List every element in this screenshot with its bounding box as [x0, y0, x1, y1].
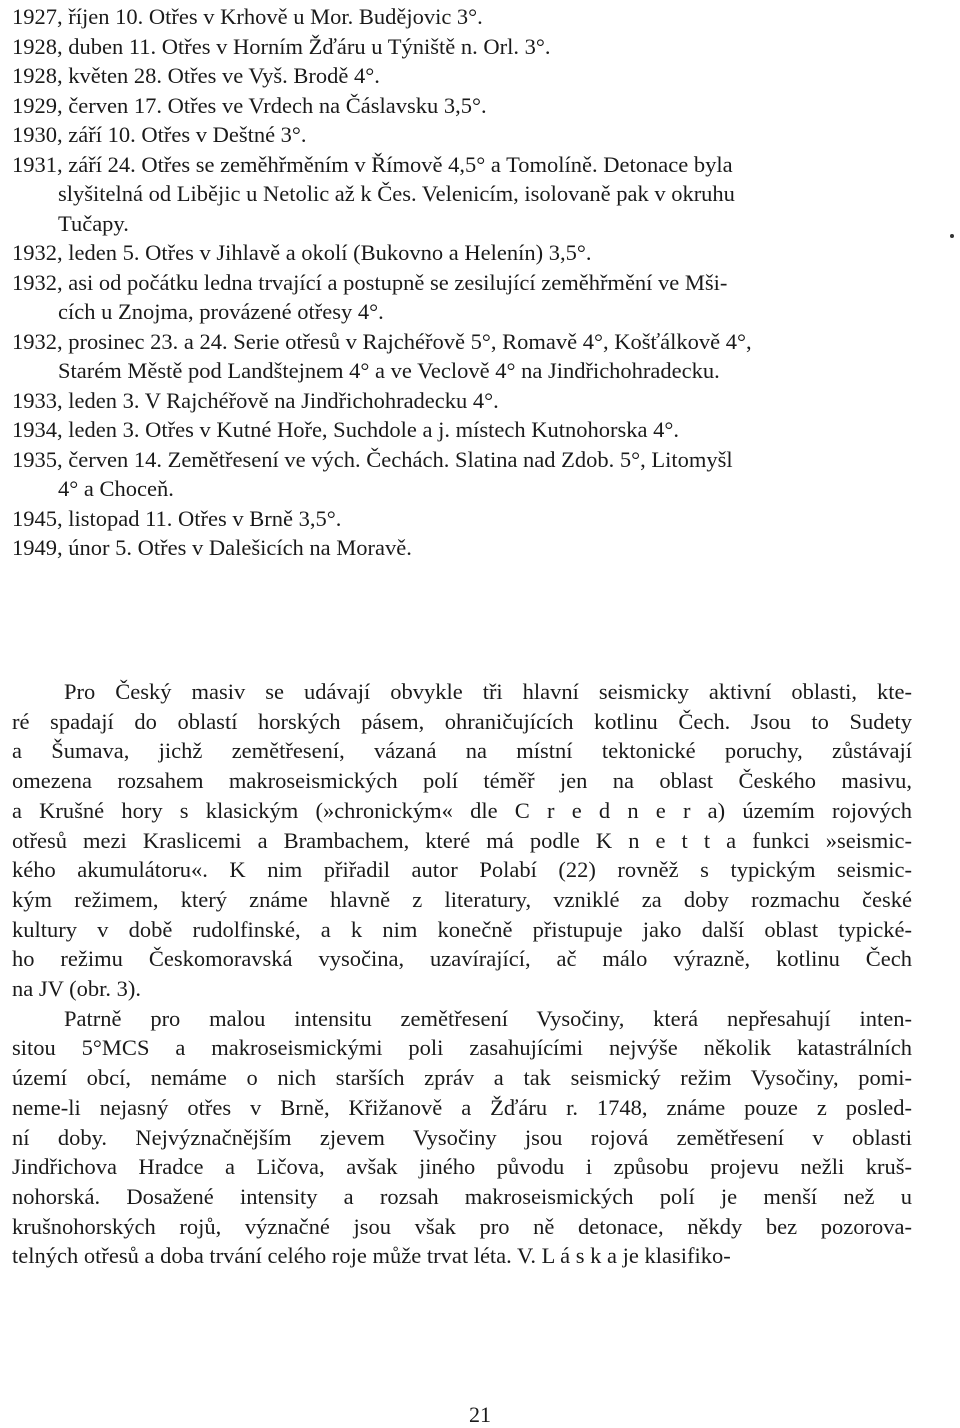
list-item: [12, 150, 912, 239]
paragraph-line: kým režimem, který známe hlavně z literatury, vzniklé za doby rozmachu české: [12, 886, 912, 912]
list-item-line: 1932, asi od počátku ledna trvající a postupně se zesilující zeměhřmění ve Mši-: [12, 269, 728, 295]
list-item-line: 1945, listopad 11. Otřes v Brně 3,5°.: [12, 505, 342, 531]
list-item: [12, 445, 912, 504]
list-item-line: 1928, duben 11. Otřes v Horním Žďáru u Týniště n. Orl. 3°.: [12, 33, 551, 59]
paragraph-line: kultury v době rudolfinské, a k nim konečně přistupuje jako další oblast typické-: [12, 916, 912, 942]
list-item: [12, 238, 912, 268]
paragraph-line: a Šumava, jichž zemětřesení, vázaná na místní tektonické poruchy, zůstávají: [12, 738, 912, 764]
list-item-line: 1930, září 10. Otřes v Deštné 3°.: [12, 122, 307, 147]
list-item: [12, 268, 912, 327]
paragraph-line: na JV (obr. 3).: [12, 976, 141, 1002]
paragraph-line: Jindřichova Hradce a Ličova, avšak jiného původu i způsobu projevu nežli kruš-: [12, 1154, 912, 1180]
list-item-line: 4° a Choceň.: [58, 476, 174, 501]
list-item-line: 1933, leden 3. V Rajchéřově na Jindřichohradecku 4°.: [12, 387, 499, 413]
paragraph-line: území obcí, nemáme o nich starších zpráv a tak seismický režim Vysočiny, pomi-: [12, 1065, 912, 1091]
paragraph-line: ré spadají do oblastí horských pásem, ohraničujících kotlinu Čech. Jsou to Sudety: [12, 708, 912, 734]
paragraph-line: a Krušné hory s klasickým (»chronickým« dle C r e d n e r a) územím rojových: [12, 797, 912, 823]
list-item: [12, 32, 912, 62]
list-item: [12, 327, 912, 386]
list-item-line: Tučapy.: [58, 210, 129, 236]
margin-dot: [950, 234, 954, 238]
list-item-line: 1927, říjen 10. Otřes v Krhově u Mor. Budějovic 3°.: [12, 4, 483, 29]
paragraph-line: ho režimu Českomoravská vysočina, uzavírající, ač málo výrazně, kotlinu Čech: [12, 946, 912, 972]
list-item-line: Starém Městě pod Landštejnem 4° a ve Veclově 4° na Jindřichohradecku.: [58, 358, 720, 383]
paragraph-line: sitou 5°MCS a makroseismickými poli zasahujícími nejvýše několik katastrálních: [12, 1035, 912, 1061]
list-item-line: 1949, únor 5. Otřes v Dalešicích na Moravě.: [12, 535, 412, 560]
list-item-line: slyšitelná od Libějic u Netolic až k Čes. Velenicím, isolovaně pak v okruhu: [58, 181, 735, 206]
paragraph-line: otřesů mezi Kraslicemi a Brambachem, které má podle K n e t t a funkci »seismic-: [12, 827, 912, 853]
paragraph-line: krušnohorských rojů, význačné jsou však pro ně detonace, někdy bez pozorova-: [12, 1213, 912, 1239]
paragraph-line: ní doby. Nejvýznačnějším zjevem Vysočiny jsou rojová zemětřesení v oblasti: [12, 1124, 912, 1150]
body-text: [12, 677, 912, 1271]
paragraph-line: neme-li nejasný otřes v Brně, Křižanově a Žďáru r. 1748, známe pouze z posled-: [12, 1094, 912, 1120]
list-item-line: 1931, září 24. Otřes se zeměhřměním v Římově 4,5° a Tomolíně. Detonace byla: [12, 151, 733, 177]
list-item-line: 1932, prosinec 23. a 24. Serie otřesů v Rajchéřově 5°, Romavě 4°, Košťálkově 4°,: [12, 328, 752, 354]
paragraph: [12, 1004, 912, 1271]
list-item: [12, 61, 912, 91]
earthquake-list: [12, 2, 912, 563]
paragraph-line: telných otřesů a doba trvání celého roje může trvat léta. V. L á s k a je klasifiko-: [12, 1243, 731, 1269]
list-item-line: 1929, červen 17. Otřes ve Vrdech na Čáslavsku 3,5°.: [12, 92, 487, 118]
list-item-line: 1932, leden 5. Otřes v Jihlavě a okolí (Bukovno a Helenín) 3,5°.: [12, 240, 592, 265]
list-item-line: 1928, květen 28. Otřes ve Vyš. Brodě 4°.: [12, 63, 380, 88]
paragraph-line: nohorská. Dosažené intensity a rozsah makroseismických polí je menší než u: [12, 1183, 912, 1209]
list-item-line: 1935, červen 14. Zemětřesení ve vých. Čechách. Slatina nad Zdob. 5°, Litomyšl: [12, 446, 733, 472]
paragraph-line: kého akumulátoru«. K nim přiřadil autor Polabí (22) rovněž s typickým seismic-: [12, 857, 912, 883]
paragraph: [12, 677, 912, 1004]
paragraph-line: Patrně pro malou intensitu zemětřesení Vysočiny, která nepřesahují inten-: [64, 1005, 912, 1031]
paragraph-line: Pro Český masiv se udávají obvykle tři hlavní seismicky aktivní oblasti, kte-: [64, 679, 912, 704]
paragraph-line: omezena rozsahem makroseismických polí téměř jen na oblast Českého masivu,: [12, 768, 912, 794]
list-item-line: cích u Znojma, provázené otřesy 4°.: [58, 299, 384, 324]
list-item: [12, 533, 912, 563]
list-item-line: 1934, leden 3. Otřes v Kutné Hoře, Suchdole a j. místech Kutnohorska 4°.: [12, 417, 679, 442]
list-item: [12, 2, 912, 32]
list-item: [12, 91, 912, 121]
list-item: [12, 120, 912, 150]
list-item: [12, 504, 912, 534]
list-item: [12, 415, 912, 445]
page-number: 21: [469, 1402, 491, 1427]
list-item: [12, 386, 912, 416]
